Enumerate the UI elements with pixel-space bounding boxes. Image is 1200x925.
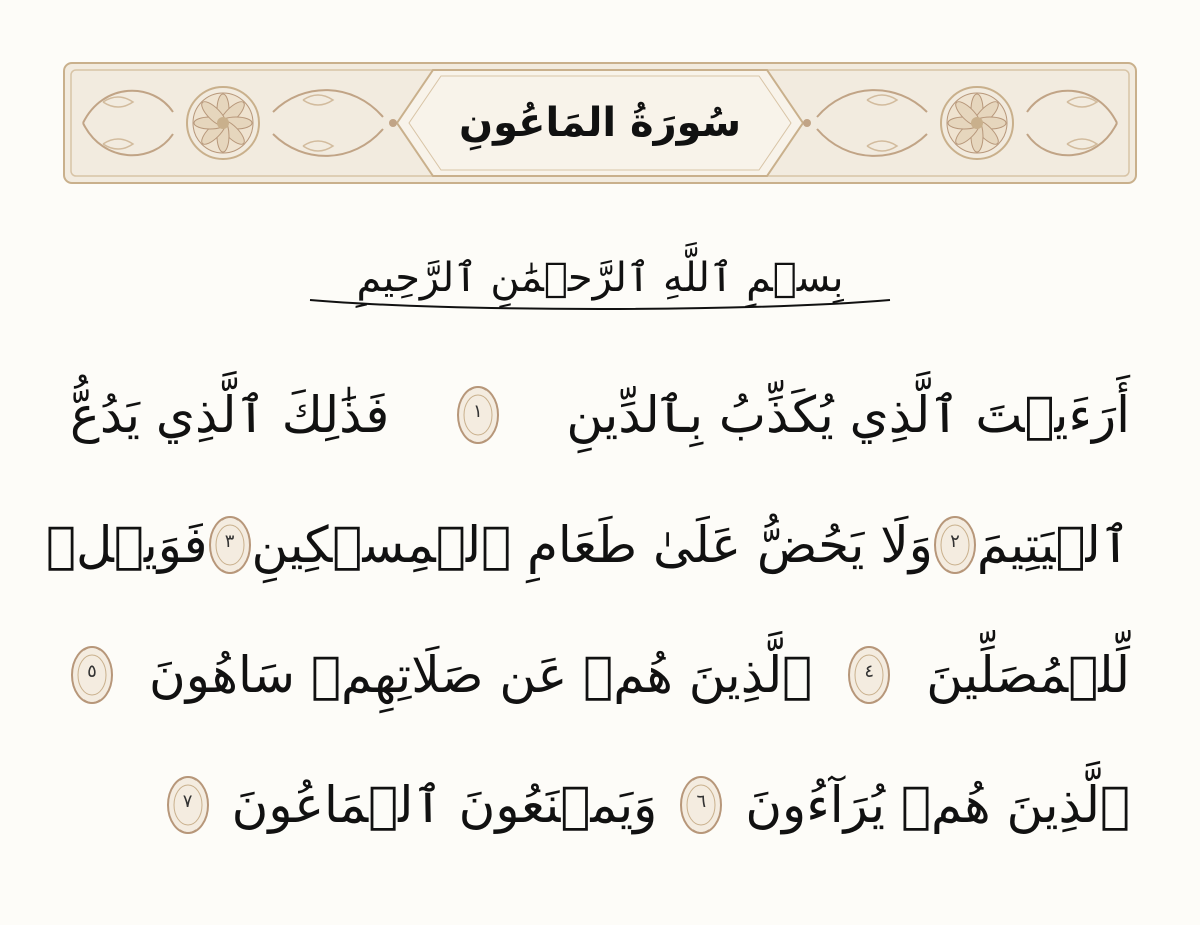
verse-text: وَيَمۡنَعُونَ ٱلۡمَاعُونَ [231,776,658,834]
ayah-marker-5 [70,644,114,706]
ayah-number: ٣ [224,531,235,552]
ayah-marker-1 [456,384,500,446]
ayah-marker-7 [166,774,210,836]
verse-text: ٱلۡيَتِيمَ [976,516,1130,574]
verse-line-4 [70,750,1130,860]
verse-line-2 [46,490,1130,600]
ayah-number: ٦ [696,791,707,812]
verse-text: ٱلَّذِينَ هُمۡ يُرَآءُونَ [745,776,1130,834]
ayah-number: ٥ [87,661,97,682]
verse-text: أَرَءَيۡتَ ٱلَّذِي يُكَذِّبُ بِٱلدِّينِ [566,386,1130,444]
ayah-marker-4 [847,644,891,706]
surah-title: سُورَةُ المَاعُونِ [458,100,742,146]
ayah-marker-2 [933,514,977,576]
verse-line-3 [70,620,1130,730]
verse-text: ٱلَّذِينَ هُمۡ عَن صَلَاتِهِمۡ سَاهُونَ [149,646,813,704]
ayah-number: ٧ [182,791,193,812]
verse-line-1 [70,360,1130,470]
verse-text: فَذَٰلِكَ ٱلَّذِي يَدُعُّ [70,386,390,444]
ayah-number: ٤ [864,661,875,682]
ayah-marker-3 [208,514,252,576]
ayah-number: ٢ [950,531,960,552]
basmala-flourish [300,290,900,320]
verse-text: فَوَيۡلٞ [46,516,208,574]
ayah-marker-6 [679,774,723,836]
ayah-number: ١ [472,401,483,422]
verse-text: لِّلۡمُصَلِّينَ [926,646,1130,704]
basmala: بِسۡمِ ٱللَّهِ ٱلرَّحۡمَٰنِ ٱلرَّحِيمِ [356,255,844,301]
surah-header-banner [63,62,1137,184]
verse-text: وَلَا يَحُضُّ عَلَىٰ طَعَامِ ٱلۡمِسۡكِينِ [251,516,933,574]
